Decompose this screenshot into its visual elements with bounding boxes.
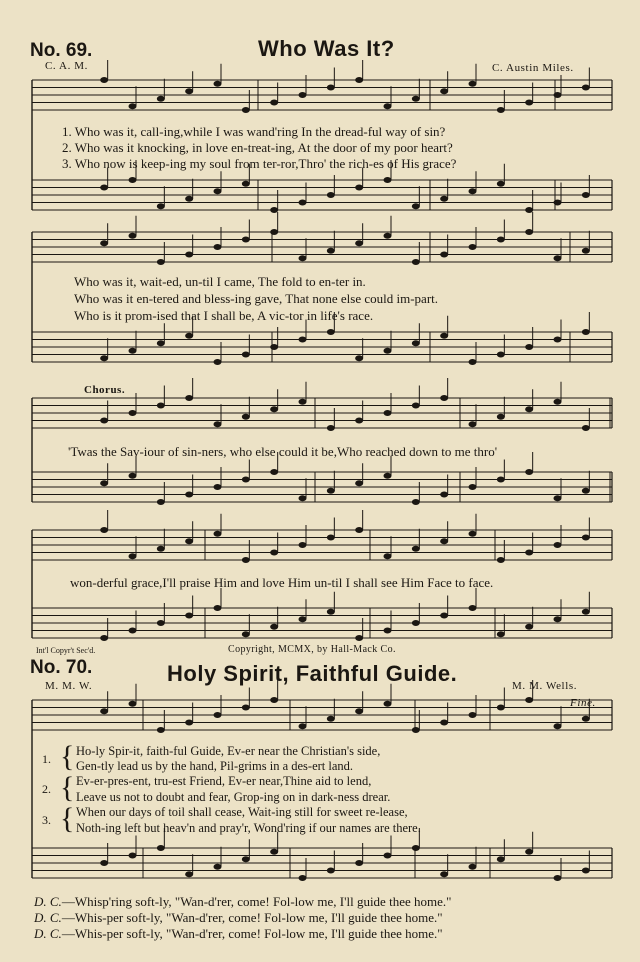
dc-label: D. C. [34,894,62,909]
music-by: M. M. Wells. [512,680,578,692]
hymn-title: Holy Spirit, Faithful Guide. [167,661,458,686]
dc-text: —Whis-per soft-ly, "Wan-d'rer, come! Fol-low me, I'll guide thee home." [61,926,443,941]
chorus-label: Chorus. [84,384,126,396]
verse-number: 2. [42,782,51,796]
verse-line: Gen-tly lead us by the hand, Pil-grims in a des-ert land. [76,759,354,773]
music-by: C. Austin Miles. [492,62,574,74]
verse-line: Ev-er-pres-ent, tru-est Friend, Ev-er near,Thine aid to lend, [76,774,372,788]
verse-line: 2. Who was it knocking, in love en-treat-ing, At the door of my poor heart? [62,140,453,155]
verse-line: Who is it prom-ised that I shall be, A vic-tor in life's race. [74,308,374,323]
dc-label: D. C. [34,926,62,941]
verse-line: Ho-ly Spir-it, faith-ful Guide, Ev-er near the Christian's side, [76,744,381,758]
chorus-line: 'Twas the Sav-iour of sin-ners, who else could it be,Who reached down to me thro' [68,444,498,459]
brace-icon: { [60,740,75,773]
verse-line: Noth-ing left but heav'n and pray'r, Wond'ring if our names are there. [76,821,421,835]
verse-line: 1. Who was it, call-ing,while I was wand'ring In the dread-ful way of sin? [62,124,446,139]
fine-label: Fine. [570,697,596,709]
verse-number: 1. [42,752,51,766]
dc-line [34,926,443,942]
dc-text: —Whisp'ring soft-ly, "Wan-d'rer, come! Fol-low me, I'll guide thee home." [61,894,452,909]
verse-number: 3. [42,813,51,827]
brace-icon: { [60,802,75,835]
brace-icon: { [60,771,75,804]
verse-line: Who was it, wait-ed, un-til I came, The fold to en-ter in. [74,274,366,289]
words-by: M. M. W. [45,680,93,692]
footnote: Int'l Copyr't Sec'd. [36,646,96,655]
dc-label: D. C. [34,910,62,925]
verse-line: Who was it en-tered and bless-ing gave, That none else could im-part. [74,291,439,306]
chorus-line: won-derful grace,I'll praise Him and love Him un-til I shall see Him Face to face. [70,575,494,590]
hymn-number: No. 69. [30,40,93,61]
words-by: C. A. M. [45,60,89,72]
verse-line: When our days of toil shall cease, Wait-ing still for sweet re-lease, [76,805,408,819]
verse-line: 3. Who now is keep-ing my soul from ter-ror,Thro' the rich-es of His grace? [62,156,457,171]
copyright: Copyright, MCMX, by Hall-Mack Co. [228,644,396,655]
hymn-title: Who Was It? [258,36,395,61]
hymn-number: No. 70. [30,657,93,678]
verse-line: Leave us not to doubt and fear, Grop-ing on in dark-ness drear. [76,790,391,804]
dc-line [34,894,451,910]
dc-text: —Whis-per soft-ly, "Wan-d'rer, come! Fol-low me, I'll guide thee home." [61,910,443,925]
dc-line [34,910,443,926]
